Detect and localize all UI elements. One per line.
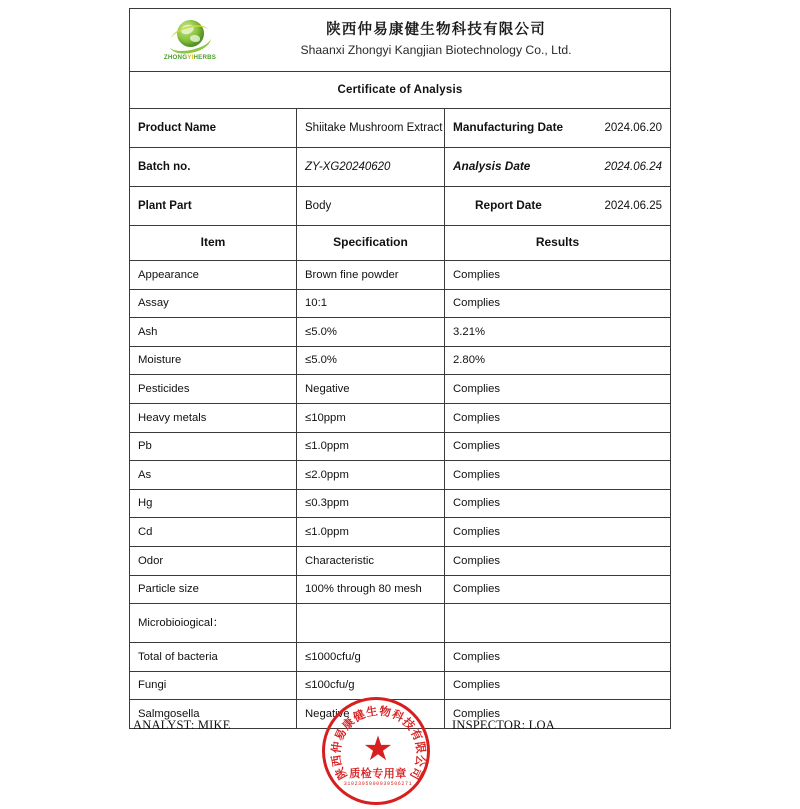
row-spec: ≤1.0ppm (297, 518, 445, 547)
report-date-label: Report Date (475, 198, 542, 213)
table-row (130, 375, 671, 404)
row-item: Cd (130, 518, 297, 547)
manufacturing-date-label: Manufacturing Date (453, 120, 564, 135)
row-result: 2.80% (445, 346, 671, 375)
company-quality-stamp (322, 697, 434, 809)
logo-wordmark (164, 54, 216, 62)
info-row-plant-part (130, 187, 671, 226)
table-header-row (130, 226, 671, 261)
row-spec: Brown fine powder (297, 261, 445, 290)
stamp-arc-char: 司 (406, 764, 423, 781)
batch-no-value: ZY-XG20240620 (297, 148, 445, 187)
table-row (130, 643, 671, 672)
stamp-bottom-text: 质检专用章 (349, 768, 407, 780)
row-result: Complies (445, 375, 671, 404)
row-spec: ≤0.3ppm (297, 489, 445, 518)
info-row-product-name (130, 109, 671, 148)
stamp-arc-char: 限 (412, 740, 426, 754)
star-icon: ★ (362, 729, 394, 768)
stamp-arc-char: 健 (351, 708, 367, 725)
stamp-arc-char: 西 (330, 753, 345, 767)
row-result: Complies (445, 489, 671, 518)
row-item: Hg (130, 489, 297, 518)
table-row (130, 671, 671, 700)
row-spec: ≤1000cfu/g (297, 643, 445, 672)
logo-word-herbs: HERBS (193, 53, 217, 61)
row-spec: ≤100cfu/g (297, 671, 445, 700)
table-row (130, 489, 671, 518)
row-result: Complies (445, 546, 671, 575)
manufacturing-date-value: 2024.06.20 (604, 121, 662, 134)
row-item: Pesticides (130, 375, 297, 404)
row-result: Complies (445, 643, 671, 672)
row-item: Salmgosella (130, 700, 297, 729)
stamp-arc-char: 技 (399, 715, 416, 733)
table-row (130, 575, 671, 604)
column-header-results: Results (445, 226, 671, 261)
row-item: Particle size (130, 575, 297, 604)
stamp-arc-char: 科 (389, 708, 405, 725)
table-row (130, 346, 671, 375)
row-item: Ash (130, 318, 297, 347)
report-date-cell (445, 187, 671, 226)
stamp-arc-char: 仲 (330, 740, 344, 754)
table-row (130, 546, 671, 575)
column-header-item: Item (130, 226, 297, 261)
company-header-cell (130, 9, 671, 72)
table-row (130, 461, 671, 490)
company-logo (130, 19, 250, 62)
coa-table (129, 8, 671, 729)
row-item: Appearance (130, 261, 297, 290)
row-item: Heavy metals (130, 403, 297, 432)
plant-part-label: Plant Part (130, 187, 297, 226)
info-row-batch-no (130, 148, 671, 187)
table-row-section-microbiological (130, 604, 671, 643)
row-result: Complies (445, 700, 671, 729)
row-spec: Negative (297, 700, 445, 729)
row-result (445, 604, 671, 643)
row-result: Complies (445, 261, 671, 290)
row-spec: Characteristic (297, 546, 445, 575)
company-name-english: Shaanxi Zhongyi Kangjian Biotechnology Co., Ltd. (300, 43, 572, 58)
row-item: Moisture (130, 346, 297, 375)
analysis-date-value: 2024.06.24 (604, 160, 662, 173)
row-spec: ≤10ppm (297, 403, 445, 432)
row-item: Assay (130, 289, 297, 318)
stamp-code: 3102305000039506271 (343, 781, 413, 787)
globe-icon (169, 19, 211, 53)
stamp-arc-char: 康 (340, 715, 357, 733)
row-item: As (130, 461, 297, 490)
row-spec: ≤2.0ppm (297, 461, 445, 490)
analysis-date-cell (445, 148, 671, 187)
product-name-label: Product Name (130, 109, 297, 148)
stamp-arc-char: 物 (377, 705, 392, 719)
analyst-signature: ANALYST: MIKE (133, 718, 231, 732)
logo-word-zhong: ZHONG (163, 53, 188, 61)
batch-no-label: Batch no. (130, 148, 297, 187)
row-result: Complies (445, 289, 671, 318)
stamp-arc-char: 公 (411, 753, 426, 767)
table-row (130, 289, 671, 318)
row-result: Complies (445, 575, 671, 604)
inspector-signature: INSPECTOR: LOA (452, 718, 555, 732)
row-result: 3.21% (445, 318, 671, 347)
table-row (130, 403, 671, 432)
column-header-specification: Specification (297, 226, 445, 261)
title-row (130, 72, 671, 109)
company-header-row (130, 9, 671, 72)
row-result: Complies (445, 671, 671, 700)
table-row (130, 261, 671, 290)
row-spec: 100% through 80 mesh (297, 575, 445, 604)
table-row (130, 432, 671, 461)
row-result: Complies (445, 403, 671, 432)
report-date-value: 2024.06.25 (604, 199, 662, 212)
stamp-arc-char: 生 (364, 705, 379, 719)
row-spec: ≤5.0% (297, 346, 445, 375)
row-spec: ≤5.0% (297, 318, 445, 347)
product-name-value: Shiitake Mushroom Extract (297, 109, 445, 148)
table-row (130, 318, 671, 347)
row-result: Complies (445, 518, 671, 547)
row-spec: 10:1 (297, 289, 445, 318)
row-spec: ≤1.0ppm (297, 432, 445, 461)
page-title: Certificate of Analysis (130, 72, 671, 109)
stamp-arc-char: 有 (407, 726, 424, 743)
manufacturing-date-cell (445, 109, 671, 148)
logo-word-yi: YI (187, 53, 194, 61)
row-item: Pb (130, 432, 297, 461)
company-name-chinese: 陕西仲易康健生物科技有限公司 (326, 22, 546, 39)
row-item: Microbioiogical： (130, 604, 297, 643)
analysis-date-label: Analysis Date (453, 159, 531, 174)
stamp-arc-char: 易 (332, 726, 349, 743)
row-item: Fungi (130, 671, 297, 700)
row-result: Complies (445, 461, 671, 490)
row-spec: Negative (297, 375, 445, 404)
row-spec (297, 604, 445, 643)
plant-part-value: Body (297, 187, 445, 226)
row-item: Total of bacteria (130, 643, 297, 672)
row-item: Odor (130, 546, 297, 575)
stamp-arc-char: 陕 (333, 764, 350, 781)
row-result: Complies (445, 432, 671, 461)
table-row (130, 518, 671, 547)
